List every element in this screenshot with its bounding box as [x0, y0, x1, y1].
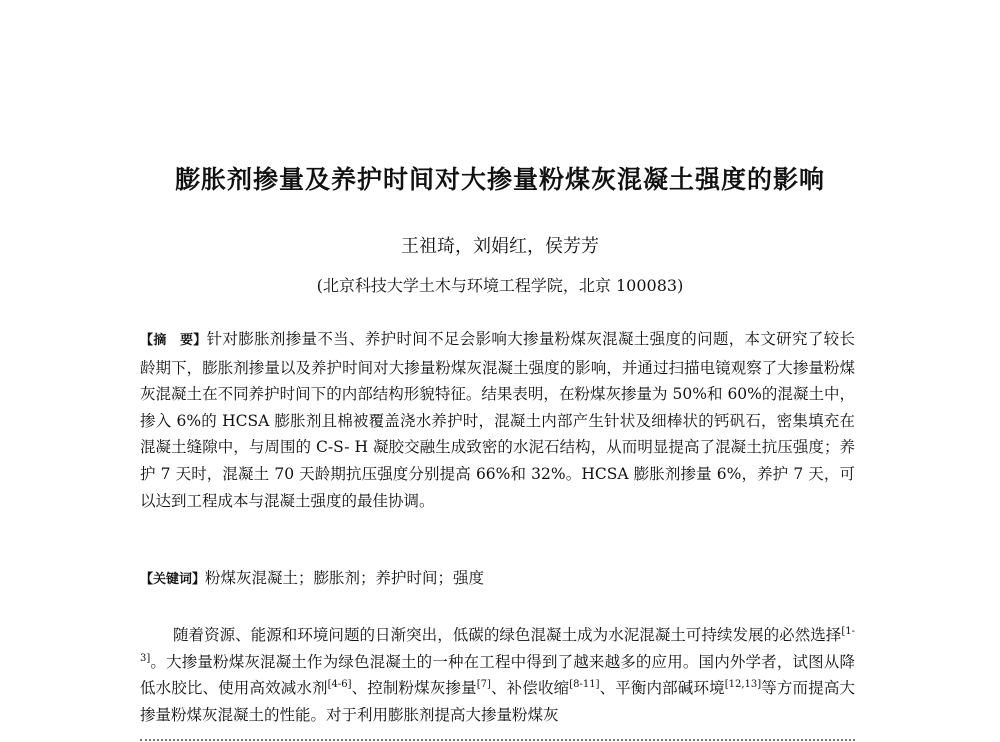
paper-title: 膨胀剂掺量及养护时间对大掺量粉煤灰混凝土强度的影响 [174, 165, 825, 194]
keywords-text: 粉煤灰混凝土；膨胀剂；养护时间；强度 [205, 569, 485, 587]
keywords-label: 【关键词】 [140, 572, 206, 587]
body-sentence: 、平衡内部碱环境 [599, 679, 725, 698]
citation: [12,13] [724, 679, 762, 691]
citation: [1-3] [140, 625, 855, 664]
citation: [4-6] [327, 679, 352, 691]
introduction-paragraph [140, 622, 855, 728]
affiliation: (北京科技大学土木与环境工程学院，北京 100083) [316, 276, 684, 295]
keywords [140, 566, 855, 592]
abstract-text: 针对膨胀剂掺量不当、养护时间不足会影响大掺量粉煤灰混凝土强度的问题，本文研究了较长龄期下，膨胀剂掺量以及养护时间对大掺量粉煤灰混凝土强度的影响，并通过扫描电镜观察了大掺量粉煤灰混凝土在不同养护时间下的内部结构形貌特征。结果表明，在粉煤灰掺量为 50%和 60%的混凝土中，掺入 6%的 HCSA 膨胀剂且棉被覆盖浇水养护时，混凝土内部产生针状及细棒状的钙矾石，密集填充在混凝土缝隙中，与周围的 C-S- H 凝胶交融生成致密的水泥石结构，从而明显提高了混凝土抗压强度；养护 7 天时，混凝土 70 天龄期抗压强度分别提高 66%和 32%。HCSA 膨胀剂掺量 6%，养护 7 天，可以达到工程成本与混凝土强度的最佳协调。 [140, 330, 855, 510]
body-sentence: 等方而提高大掺量粉煤灰混凝土的性能。对于利用膨胀剂提高大掺量粉煤灰 [140, 679, 855, 724]
body-sentence: 、控制粉煤灰掺量 [351, 679, 477, 698]
authors: 王祖琦，刘娟红，侯芳芳 [401, 236, 599, 257]
body-sentence: 。大掺量粉煤灰混凝土作为绿色混凝土的一种在工程中得到了越来越多的应用。国内外学者，试图从降低水胶比、使用高效减水剂 [140, 652, 855, 698]
body-sentence: 随着资源、能源和环境问题的日渐突出，低碳的绿色混凝土成为水泥混凝土可持续发展的必然选择 [173, 626, 842, 644]
abstract [140, 326, 855, 514]
body-sentence: 、补偿收缩 [490, 679, 570, 698]
abstract-label: 【摘 要】 [140, 333, 207, 348]
citation: [8-11] [569, 679, 600, 691]
citation: [7] [476, 679, 491, 691]
cropped-text-line [140, 730, 855, 742]
